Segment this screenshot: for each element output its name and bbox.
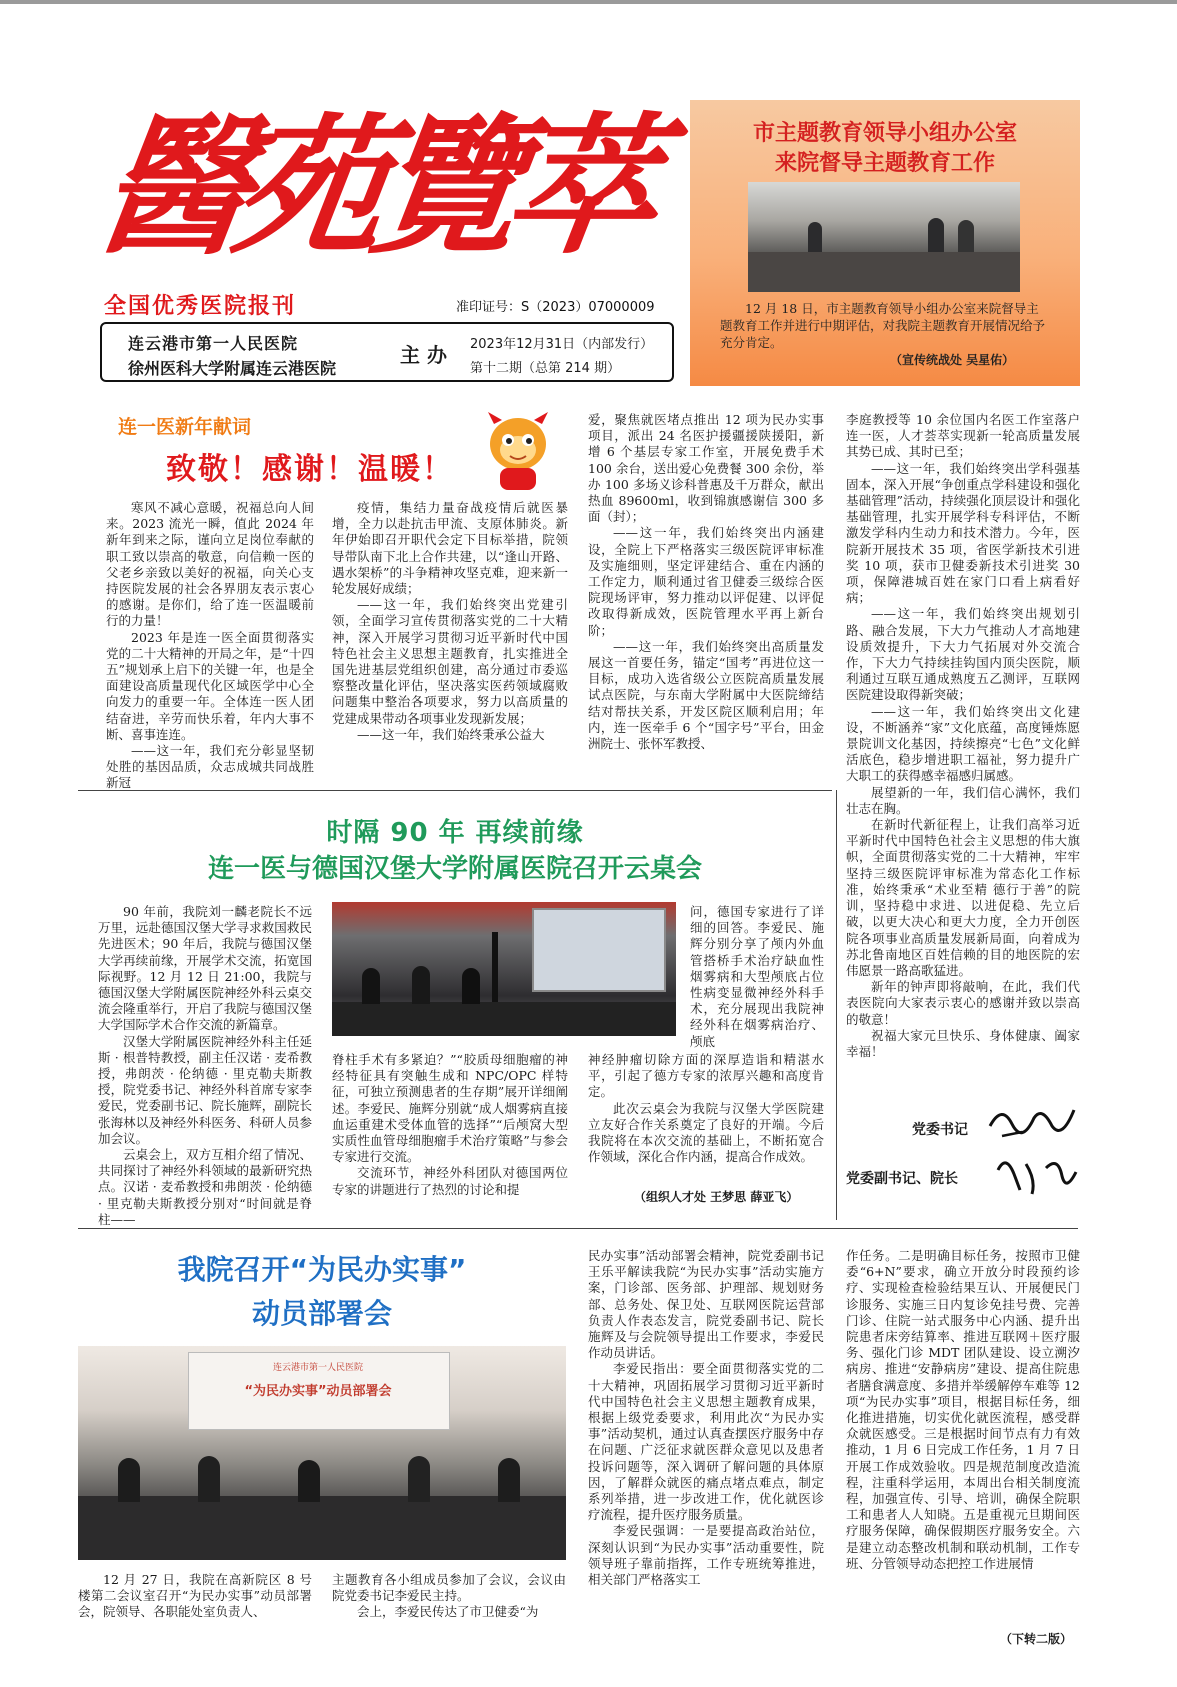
- hamburg-byline: （组织人才处 王梦思 薛亚飞）: [634, 1190, 799, 1204]
- hamburg-column-3: [588, 1052, 824, 1165]
- newyear-paragraph: ——这一年，我们始终突出高质量发展这一首要任务，锚定“国考”再进位这一目标，成功入选省级公立医院高质量发展试点医院，与东南大学附属中大医院缔结结对帮扶关系，开发区院区顺利启用；年内，连一医牵手 6 个“国字号”平台，田金洲院士、张怀军教授、: [588, 638, 824, 752]
- signature-president: [992, 1150, 1082, 1200]
- sponsor-name-2: 徐州医科大学附属连云港医院: [128, 359, 337, 378]
- hamburg-paragraph: 此次云桌会为我院与汉堡大学医院建立友好合作关系奠定了良好的开端。今后我院将在本次交流的基础上，不断拓宽合作领域，深化合作内涵，提高合作成效。: [588, 1100, 824, 1165]
- newyear-paragraph: 爱，聚焦就医堵点推出 12 项为民办实事项目，派出 24 名医护援疆援陕援阳，新增 6 个基层专家工作室，开展免费手术 100 余台，送出爱心免费餐 300 余份，举办 100 多场义诊科普惠及千万群众，献出热血 89600ml，收到锦旗感谢信 300 多面（封）；: [588, 412, 824, 525]
- hamburg-paragraph: 脊柱手术有多紧迫？”“胶质母细胞瘤的神经特征具有突触生成和 NPC/OPC 样特征，可独立预测患者的生存期”展开详细阐述。李爱民、施辉分别就“成人烟雾病直接血运重建术受体血管的选择”“后颅窝大型实质性血管母细胞瘤手术治疗策略”与参会专家进行交流。: [332, 1052, 568, 1165]
- shishi-column-4: [846, 1248, 1080, 1572]
- hamburg-column-right: [690, 904, 824, 1050]
- sponsor-name-1: 连云港市第一人民医院: [128, 334, 299, 353]
- shishi-paragraph: 李爱民强调：一是要提高政治站位，深刻认识到“为民办实事”活动重要性，院领导班子靠前指挥，工作专班统筹推进，相关部门严格落实工: [588, 1523, 824, 1588]
- masthead-tagline: 全国优秀医院报刊: [104, 294, 297, 319]
- hamburg-paragraph: 90 年前，我院刘一麟老院长不远万里，远赴德国汉堡大学寻求救国救民先进医术；90 年后，我院与德国汉堡大学再续前缘，开展学术交流，拓宽国际视野。12 月 12 日 21:00，我院与德国汉堡大学附属医院神经外科云桌交流会隆重举行，开启了我院与德国汉堡大学国际学术合作交流的新篇章。: [98, 904, 312, 1033]
- shishi-paragraph: 李爱民指出：要全面贯彻落实党的二十大精神，巩固拓展学习贯彻习近平新时代中国特色社会主义思想主题教育成果，根据上级党委要求，利用此次“为民办实事”活动契机，通过认真查摆医疗服务中存在问题、广泛征求就医群众意见以及患者投诉问题等，深入调研了解问题的具体原因，了解群众就医的痛点堵点难点，制定系列举措，进一步改进工作，优化就医诊疗流程，提升医疗服务质量。: [588, 1361, 824, 1523]
- newyear-column-4: [846, 412, 1080, 1060]
- hamburg-photo: [332, 902, 676, 1036]
- issue-date: 2023年12月31日（内部发行）: [470, 337, 654, 352]
- newyear-paragraph: 疫情，集结力量奋战疫情后就医暴增，全力以赴抗击甲流、支原体肺炎。新年伊始即召开职代会定下目标举措，院领导带队南下北上合作共建，以“逢山开路、遇水架桥”的斗争精神攻坚克难，迎来新一轮发展好成绩；: [332, 500, 568, 597]
- newyear-paragraph: ——这一年，我们始终秉承公益大: [357, 726, 545, 742]
- newyear-paragraph: ——这一年，我们始终突出党建引领，全面学习宣传贯彻落实党的二十大精神，深入开展学习贯彻习近平新时代中国特色社会主义思想主题教育，扎实推进全国先进基层党组织创建，高分通过市委巡察整改量化评估，坚决落实医药领域腐败问题集中整治各项要求，努力以高质量的党建成果带动各项事业发现新发展；: [332, 597, 568, 726]
- signature-title-secretary: 党委书记: [912, 1122, 968, 1138]
- top-rule: [0, 0, 1177, 4]
- shishi-photo-banner: “为民办实事”动员部署会: [244, 1384, 392, 1399]
- newyear-paragraph: 李庭教授等 10 余位国内名医工作室落户连一医，人才荟萃实现新一轮高质量发展其势已成、其时已至；: [846, 412, 1080, 460]
- masthead-sponsor-box: [100, 322, 674, 382]
- shishi-paragraph: 会上，李爱民传达了市卫健委“为: [357, 1604, 539, 1620]
- shishi-photo-top-text: 连云港市第一人民医院: [272, 1363, 363, 1373]
- signature-title-president: 党委副书记、院长: [846, 1171, 958, 1187]
- hamburg-column-2: [332, 1052, 568, 1198]
- divider-2: [78, 1228, 1078, 1229]
- newyear-paragraph: ——这一年，我们充分彰显坚韧处胜的基因品质，众志成城共同战胜新冠: [106, 743, 314, 791]
- hamburg-paragraph: 神经肿瘤切除方面的深厚造诣和精湛水平，引起了德方专家的浓厚兴趣和高度肯定。: [588, 1052, 824, 1100]
- newyear-paragraph: 寒风不减心意暖，祝福总向人间来。2023 流光一瞬，值此 2024 年新年到来之际，谨向立足岗位奉献的职工致以崇高的敬意，向信赖一医的父老乡亲致以美好的祝福，向关心支持医院发展的社会各界朋友表示衷心的感谢。是你们，给了连一医温暖前行的力量！: [106, 500, 314, 629]
- shishi-headline-1: 我院召开“为民办实事”: [177, 1253, 467, 1286]
- feature-caption: 12 月 18 日，市主题教育领导小组办公室来院督导主题教育工作并进行中期评估，对我院主题教育开展情况给予充分肯定。: [720, 301, 1046, 350]
- newyear-paragraph: 新年的钟声即将敲响，在此，我们代表医院向大家表示衷心的感谢并致以崇高的敬意！: [846, 979, 1080, 1027]
- newyear-column-3: [588, 412, 824, 752]
- shishi-photo: [78, 1346, 566, 1560]
- masthead-title: 醫苑覽萃: [87, 99, 657, 275]
- newyear-paragraph: 在新时代新征程上，让我们高举习近平新时代中国特色社会主义思想的伟大旗帜，全面贯彻落实党的二十大精神，牢牢坚持三级医院评审标准为常态化工作标准，始终秉承“术业至精 德行于善”的院训，坚持稳中求进、以进促稳、先立后破，以更大决心和更大力度，全力开创医院各项事业高质量发展新局面，向着成为苏北鲁南地区百姓信赖的目的地医院的宏伟愿景一路高歌猛进。: [846, 817, 1080, 978]
- divider-vertical-1: [836, 790, 837, 1220]
- shishi-paragraph: 12 月 27 日，我院在高新院区 8 号楼第二会议室召开“为民办实事”动员部署会，院领导、各职能处室负责人、: [78, 1572, 312, 1620]
- hamburg-paragraph: 汉堡大学附属医院神经外科主任延斯 · 根普特教授，副主任汉诺 · 麦希教授，弗朗茨 · 伦纳德 · 里克勒夫斯教授，院党委书记、神经外科首席专家李爱民，党委副书记、院长施辉，副院长张海林以及神经外科医务、科研人员参加会议。: [98, 1033, 312, 1146]
- feature-photo: [748, 182, 1020, 292]
- feature-headline-1: 市主题教育领导小组办公室: [752, 121, 1017, 146]
- newyear-paragraph: 展望新的一年，我们信心满怀，我们壮志在胸。: [846, 784, 1080, 816]
- shishi-headline-2: 动员部署会: [251, 1297, 392, 1330]
- divider-1: [78, 790, 832, 791]
- hamburg-headline-2: 连一医与德国汉堡大学附属医院召开云桌会: [207, 854, 702, 884]
- hamburg-paragraph: 问，德国专家进行了详细的回答。李爱民、施辉分别分享了颅内外血管搭桥手术治疗缺血性烟雾病和大型颅底占位性病变显微神经外科手术，充分展现出我院神经外科在烟雾病治疗、颅底: [690, 904, 824, 1049]
- dragon-mascot-icon: [470, 408, 566, 494]
- signature-secretary: [982, 1096, 1082, 1146]
- hamburg-column-1: [98, 904, 312, 1228]
- newyear-paragraph: ——这一年，我们始终突出规划引路、融合发展，下大力气推动人才高地建设质效提升，下大力气拓展对外交流合作，下大力气持续挂钩国内顶尖医院，顺利通过互联互通成熟度五乙测评，互联网医院建设取得新突破；: [846, 606, 1080, 703]
- newyear-column-1: [106, 500, 314, 792]
- sponsor-label: 主 办: [400, 343, 447, 367]
- newyear-kicker: 连一医新年献词: [118, 416, 252, 438]
- shishi-paragraph: 民办实事”活动部署会精神，院党委副书记王乐平解读我院“为民办实事”活动实施方案，门诊部、医务部、护理部、规划财务部、总务处、保卫处、互联网医院运营部负责人作表态发言，院党委副书记、院长施辉及与会院领导提出工作要求，李爱民作动员讲话。: [588, 1248, 824, 1361]
- shishi-column-1: [78, 1572, 312, 1621]
- newyear-headline: 致敬！感谢！温暖！: [166, 452, 454, 487]
- feature-byline: （宣传统战处 吴星佑）: [890, 353, 1015, 367]
- issue-number: 第十二期（总第 214 期）: [470, 361, 621, 376]
- newyear-paragraph: 2023 年是连一医全面贯彻落实党的二十大精神的开局之年，是“十四五”规划承上启下的关键一年，也是全面建设高质量现代化区域医学中心全向发力的重要一年。全体连一医人团结奋进，辛劳而快乐着，年内大事不断、喜事连连。: [106, 629, 314, 742]
- shishi-paragraph: 作任务。二是明确目标任务，按照市卫健委“6+N”要求，确立开放分时段预约诊疗、实现检查检验结果互认、开展便民门诊服务、实施三日内复诊免挂号费、完善门诊、住院一站式服务中心内涵、提升出院患者床旁结算率、推进互联网＋医疗服务、强化门诊 MDT 团队建设、设立溯汐病房、推进“安静病房”建设、提高住院患者膳食满意度、多措并举缓解停车难等 12 项“为民办实事”项目，根据目标任务，细化推进措施，切实优化就医流程，感受群众就医感受。三是根据时间节点有力有效推动，1 月 6 日完成工作任务，1 月 7 日开展工作成效验收。四是规范制度改造流程，注重科学运用，本周出台相关制度流程，加强宣传、引导、培训，确保全院职工和患者人人知晓。五是重视元旦期间医疗服务保障，确保假期医疗服务安全。六是建立动态整改机制和联动机制，工作专班、分管领导动态把控工作进展情: [846, 1248, 1080, 1571]
- feature-box: [690, 100, 1080, 386]
- newyear-paragraph: ——这一年，我们始终突出文化建设，不断涵养“家”文化底蕴，高度锤炼愿景院训文化基因，持续擦亮“七色”文化鲜活底色，稳步增进职工福祉，努力提升广大职工的获得感幸福感归属感。: [846, 703, 1080, 784]
- shishi-column-3: [588, 1248, 824, 1588]
- shishi-continued: （下转二版）: [1000, 1632, 1073, 1646]
- newyear-paragraph: ——这一年，我们始终突出内涵建设，全院上下严格落实三级医院评审标准及实施细则，坚定评建结合、重在内涵的工作定力，顺利通过省卫健委三级综合医院现场评审，努力推动以评促建、以评促改取得新成效，医院管理水平再上新台阶；: [588, 525, 824, 638]
- shishi-paragraph: 主题教育各小组成员参加了会议，会议由院党委书记李爱民主持。: [332, 1572, 566, 1604]
- feature-headline-2: 来院督导主题教育工作: [774, 151, 995, 176]
- hamburg-paragraph: 云桌会上，双方互相介绍了情况、共同探讨了神经外科领域的最新研究热点。汉诺 · 麦希教授和弗朗茨 · 伦纳德 · 里克勒夫斯教授分别对“时间就是脊柱——: [98, 1147, 312, 1227]
- masthead-permit: 准印证号：S（2023）07000009: [456, 300, 655, 315]
- newyear-paragraph: ——这一年，我们始终突出学科强基固本，深入开展“争创重点学科建设和强化基础管理”活动，持续强化顶层设计和强化基础管理，扎实开展学科专科评估，不断激发学科内生动力和技术潜力。今年，医院新开展技术 35 项，省医学新技术引进奖 10 项，获市卫健委新技术引进奖 30 项，保障港城百姓在家门口看上病看好病；: [846, 460, 1080, 606]
- newyear-column-2: [332, 500, 568, 743]
- shishi-column-2: [332, 1572, 566, 1621]
- hamburg-paragraph: 交流环节，神经外科团队对德国两位专家的讲题进行了热烈的讨论和提: [332, 1165, 568, 1197]
- newyear-paragraph: 祝福大家元旦快乐、身体健康、阖家幸福！: [846, 1027, 1080, 1059]
- hamburg-headline-1: 时隔 90 年 再续前缘: [326, 818, 584, 848]
